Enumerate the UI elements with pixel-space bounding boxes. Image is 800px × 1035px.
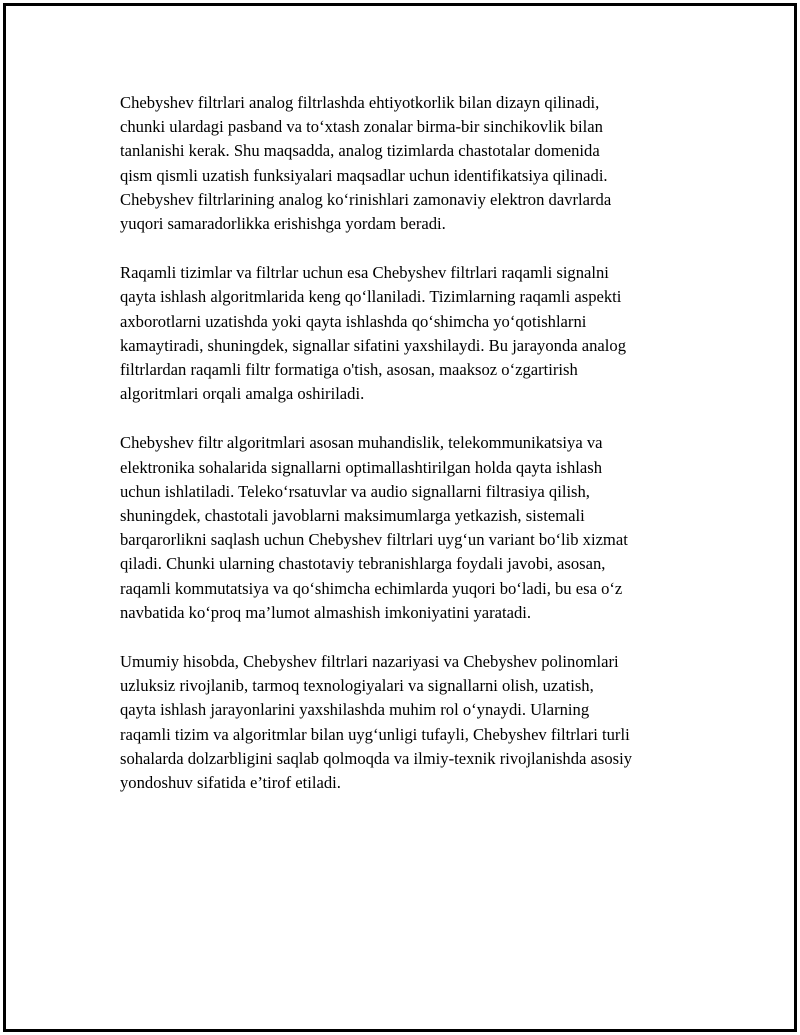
text-line: tanlanishi kerak. Shu maqsadda, analog tizimlarda chastotalar domenida	[120, 141, 600, 161]
page-frame	[3, 3, 797, 1032]
text-line: yondoshuv sifatida e’tirof etiladi.	[120, 773, 341, 793]
text-line: chunki ulardagi pasband va to‘xtash zonalar birma-bir sinchikovlik bilan	[120, 117, 603, 137]
text-line: qayta ishlash algoritmlarida keng qo‘llaniladi. Tizimlarning raqamli aspekti	[120, 287, 622, 307]
text-line: Umumiy hisobda, Chebyshev filtrlari nazariyasi va Chebyshev polinomlari	[120, 652, 619, 672]
text-line: elektronika sohalarida signallarni optimallashtirilgan holda qayta ishlash	[120, 457, 603, 477]
text-line: Raqamli tizimlar va filtrlar uchun esa Chebyshev filtrlari raqamli signalni	[120, 263, 609, 283]
text-line: algoritmlari orqali amalga oshiriladi.	[120, 384, 365, 404]
text-line: yuqori samaradorlikka erishishga yordam beradi.	[120, 214, 446, 234]
text-line: Chebyshev filtr algoritmlari asosan muhandislik, telekommunikatsiya va	[120, 433, 603, 453]
text-line: qayta ishlash jarayonlarini yaxshilashda muhim rol o‘ynaydi. Ularning	[120, 700, 590, 720]
paragraph-2	[120, 261, 700, 406]
text-line: qiladi. Chunki ularning chastotaviy tebranishlarga foydali javobi, asosan,	[120, 554, 606, 574]
text-line: navbatida ko‘proq ma’lumot almashish imkoniyatini yaratadi.	[120, 602, 532, 622]
text-line: uzluksiz rivojlanib, tarmoq texnologiyalari va signallarni olish, uzatish,	[120, 676, 594, 696]
paragraph-3	[120, 431, 700, 625]
text-line: Chebyshev filtrlari analog filtrlashda ehtiyotkorlik bilan dizayn qilinadi,	[120, 93, 600, 112]
paragraph-4	[120, 650, 700, 795]
text-line: uchun ishlatiladi. Teleko‘rsatuvlar va audio signallarni filtrasiya qilish,	[120, 481, 590, 501]
paragraph-1	[120, 91, 700, 236]
text-line: qism qismli uzatish funksiyalari maqsadlar uchun identifikatsiya qilinadi.	[120, 165, 608, 185]
text-line: sohalarda dolzarbligini saqlab qolmoqda va ilmiy-texnik rivojlanishda asosiy	[120, 748, 632, 768]
text-line: axborotlarni uzatishda yoki qayta ishlashda qo‘shimcha yo‘qotishlarni	[120, 311, 587, 331]
document-body	[120, 91, 700, 820]
text-line: shuningdek, chastotali javoblarni maksimumlarga yetkazish, sistemali	[120, 506, 585, 526]
text-line: raqamli tizim va algoritmlar bilan uyg‘unligi tufayli, Chebyshev filtrlari turli	[120, 724, 630, 744]
text-line: kamaytiradi, shuningdek, signallar sifatini yaxshilaydi. Bu jarayonda analog	[120, 335, 626, 355]
text-line: Chebyshev filtrlarining analog ko‘rinishlari zamonaviy elektron davrlarda	[120, 189, 612, 209]
text-line: raqamli kommutatsiya va qo‘shimcha echimlarda yuqori bo‘ladi, bu esa o‘z	[120, 578, 623, 598]
text-line: barqarorlikni saqlash uchun Chebyshev filtrlari uyg‘un variant bo‘lib xizmat	[120, 530, 628, 550]
text-line: filtrlardan raqamli filtr formatiga o'tish, asosan, maaksoz o‘zgartirish	[120, 360, 578, 380]
